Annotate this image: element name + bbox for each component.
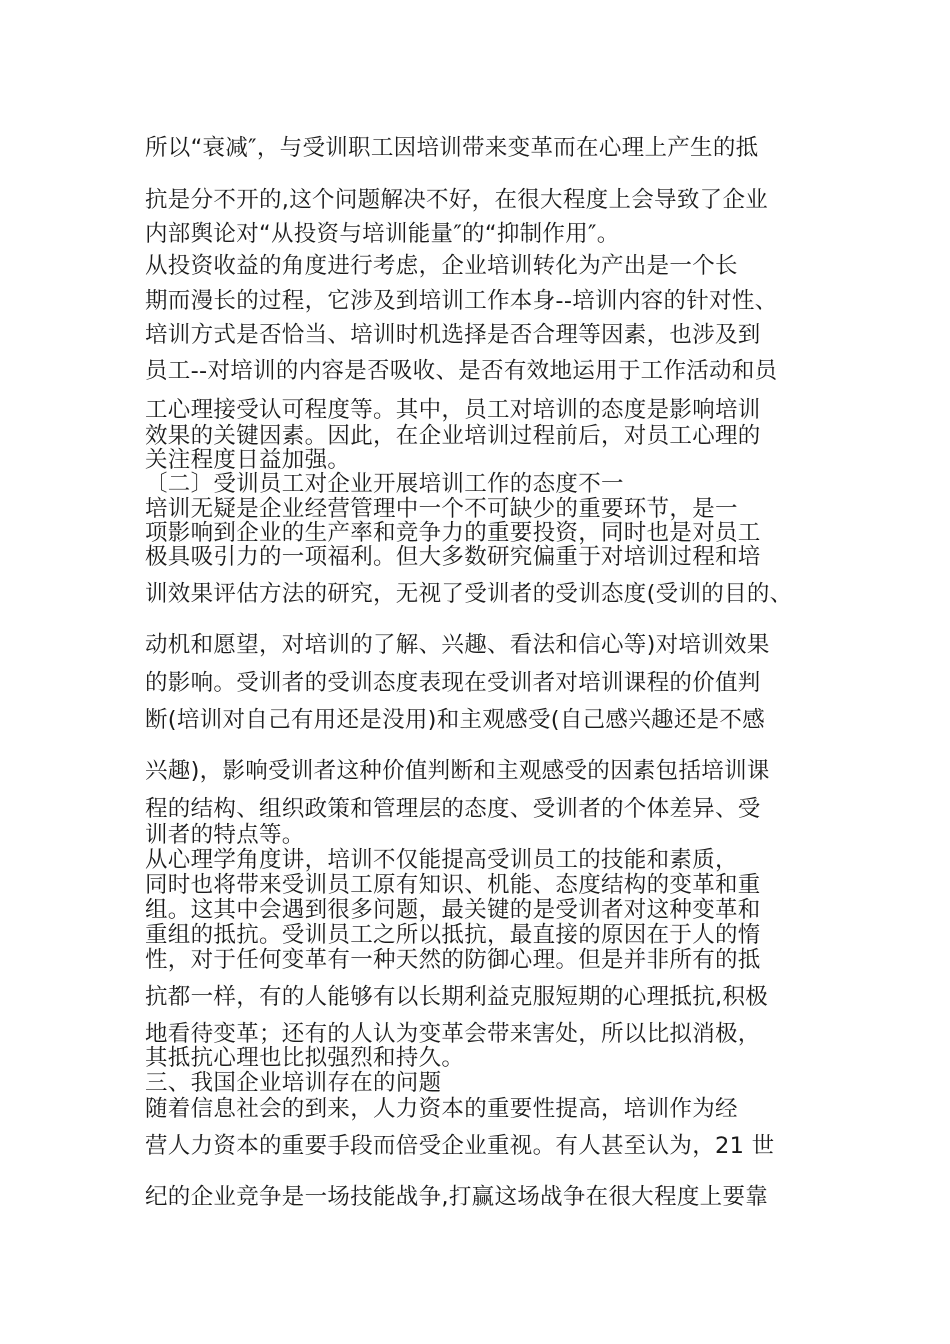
text-line: 的影响。受训者的受训态度表现在受训者对培训课程的价值判 — [145, 670, 761, 696]
text-line: 培训方式是否恰当、培训时机选择是否合理等因素，也涉及到 — [145, 322, 761, 348]
text-line: 期而漫长的过程，它涉及到培训工作本身--培训内容的针对性、 — [145, 288, 778, 314]
text-line: 项影响到企业的生产率和竞争力的重要投资，同时也是对员工 — [145, 520, 761, 546]
text-line: 关注程度日益加强。 — [145, 447, 351, 473]
text-line: 性，对于任何变革有一种天然的防御心理。但是并非所有的抵 — [145, 947, 761, 973]
text-line: 抗是分不开的,这个问题解决不好，在很大程度上会导致了企业 — [145, 187, 769, 213]
text-line: 训效果评估方法的研究，无视了受训者的受训态度(受训的目的、 — [145, 581, 793, 607]
text-line: 从投资收益的角度进行考虑，企业培训转化为产出是一个长 — [145, 253, 738, 279]
text-line: 随着信息社会的到来，人力资本的重要性提高，培训作为经 — [145, 1096, 738, 1122]
text-line: 工心理接受认可程度等。其中，员工对培训的态度是影响培训 — [145, 397, 761, 423]
text-line: 其抵抗心理也比拟强烈和持久。 — [145, 1045, 465, 1071]
text-line: 所以“衰减″，与受训职工因培训带来变革而在心理上产生的抵 — [145, 135, 759, 161]
text-line: 从心理学角度讲，培训不仅能提高受训员工的技能和素质， — [145, 847, 738, 873]
text-line: 员工--对培训的内容是否吸收、是否有效地运用于工作活动和员 — [145, 358, 778, 384]
text-line: 动机和愿望，对培训的了解、兴趣、看法和信心等)对培训效果 — [145, 632, 770, 658]
text-line: 断(培训对自己有用还是没用)和主观感受(自己感兴趣还是不感 — [145, 707, 766, 733]
text-line: 地看待变革；还有的人认为变革会带来害处，所以比拟消极， — [145, 1021, 761, 1047]
text-line: 组。这其中会遇到很多问题，最关键的是受训者对这种变革和 — [145, 897, 761, 923]
text-line: 同时也将带来受训员工原有知识、机能、态度结构的变革和重 — [145, 872, 761, 898]
text-line: 效果的关键因素。因此，在企业培训过程前后，对员工心理的 — [145, 423, 761, 449]
text-line: 程的结构、组织政策和管理层的态度、受训者的个体差异、受 — [145, 796, 761, 822]
text-line: 重组的抵抗。受训员工之所以抵抗，最直接的原因在于人的惰 — [145, 922, 761, 948]
text-line: 纪的企业竞争是一场技能战争,打赢这场战争在很大程度上要靠 — [145, 1184, 769, 1210]
section-heading: 三、我国企业培训存在的问题 — [145, 1070, 442, 1096]
text-line: 内部舆论对“从投资与培训能量″的“抑制作用″。 — [145, 221, 620, 247]
text-line: 训者的特点等。 — [145, 822, 305, 848]
text-line: 营人力资本的重要手段而倍受企业重视。有人甚至认为，21 世 — [145, 1133, 775, 1159]
section-heading: 〔二〕受训员工对企业开展培训工作的态度不一 — [145, 471, 624, 497]
text-line: 极具吸引力的一项福利。但大多数研究偏重于对培训过程和培 — [145, 544, 761, 570]
text-line: 抗都一样，有的人能够有以长期利益克服短期的心理抵抗,积极 — [145, 984, 769, 1010]
text-line: 兴趣)，影响受训者这种价值判断和主观感受的因素包括培训课 — [145, 758, 770, 784]
text-line: 培训无疑是企业经营管理中一个不可缺少的重要环节，是一 — [145, 496, 738, 522]
